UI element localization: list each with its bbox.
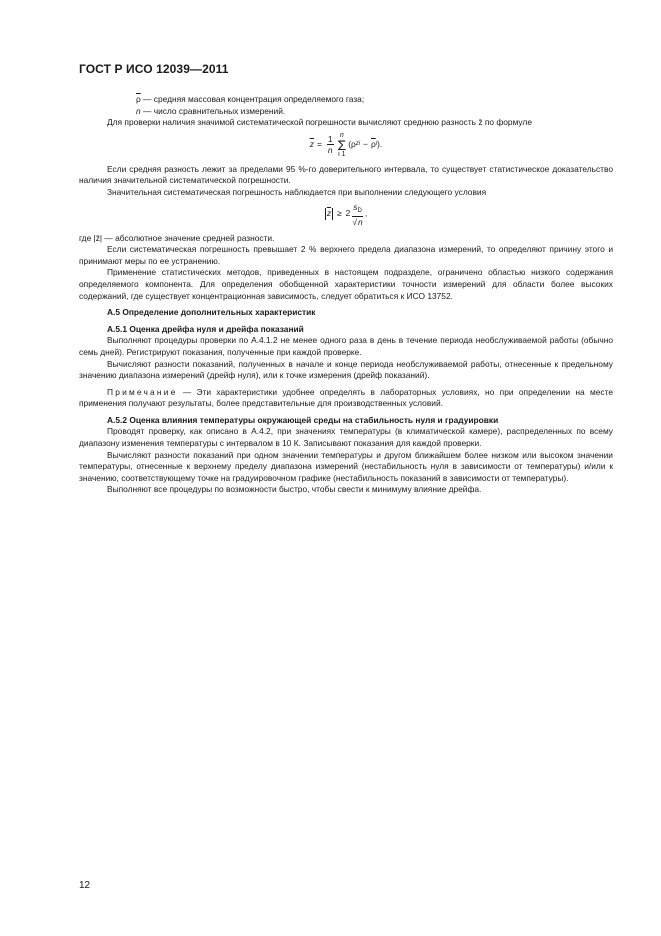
note-label: Примечание	[107, 386, 178, 397]
formula-equals: =	[316, 138, 322, 149]
formula-close: ).	[377, 138, 383, 149]
definition-symbol: $\overline{\rho}$	[136, 94, 141, 104]
fraction-denominator: √n	[352, 216, 363, 227]
section-heading-a5: А.5 Определение дополнительных характеристик	[107, 307, 316, 318]
numerator-sub: D	[357, 207, 362, 214]
definition-rho	[79, 94, 613, 106]
sum-upper-limit: n	[339, 131, 344, 139]
document-header: ГОСТ Р ИСО 12039—2011	[79, 62, 229, 76]
paragraph: Вычисляют разности показаний при одном значении температуры и другом ближайшем более низком или высоком значении температуры, отнесенные к верхнему пределу диапазона измерений (нестабильность нуля в зависимости от температуры) и/или к значению, соответствующему точке на градуировочном графике (нестабильность показаний в зависимости от температуры).	[79, 449, 613, 483]
numerator-symbol: s	[353, 201, 358, 212]
document-body	[79, 94, 613, 496]
formula-abs	[325, 208, 333, 220]
formula-lhs: $\overline{z}$	[309, 138, 314, 149]
sum-sigma: Σ	[337, 136, 347, 153]
formula-coefficient: 2	[345, 208, 351, 219]
formula-ge: ≥	[337, 208, 342, 219]
fraction-denominator: n	[327, 145, 333, 156]
definition-text: — число сравнительных измерений.	[140, 105, 286, 116]
paragraph: Если средняя разность лежит за пределами 95 %-го доверительного интервала, то существует статистическое доказательство наличия значительной систематической погрешности.	[79, 163, 613, 186]
formula-fraction	[327, 134, 334, 155]
paragraph: где |z̄| — абсолютное значение средней разности.	[79, 232, 275, 243]
paragraph: Значительная систематическая погрешность наблюдается при выполнении следующего условия	[107, 186, 487, 197]
section-heading-a52: А.5.2 Оценка влияния температуры окружающей среды на стабильность нуля и градуировки	[107, 414, 499, 425]
formula-mean-difference	[79, 132, 613, 158]
formula-rho: $\overline{\rho}$	[371, 138, 376, 149]
fraction-numerator: 1	[327, 134, 333, 145]
paragraph: Проводят проверку, как описано в А.4.2, при значениях температуры (в климатической камере), распределенных по всему диапазону изменения температуры с интервалом в 10 К. Записывают показания для каждой проверки.	[79, 426, 613, 449]
formula-sum	[338, 132, 347, 158]
paragraph: Выполняют процедуры проверки по А.4.1.2 не менее одного раза в день в течение периода необслуживаемой работы (обычно семь дней). Регистрируют показания, полученные при каждой проверке.	[79, 335, 613, 357]
paragraph: Выполняют все процедуры по возможности быстро, чтобы свести к минимуму влияние дрейфа.	[107, 484, 482, 495]
formula-sub: i	[375, 140, 378, 147]
formula-fraction	[352, 202, 363, 227]
definition-n	[79, 106, 613, 118]
formula-condition	[79, 202, 613, 227]
paragraph: Применение статистических методов, приведенных в настоящем подразделе, ограничено областью низкого содержания определяемого компонента. Для определения обобщенной характеристики точности измерений для области более высоких содержаний, где существует концентрационная зависимость, следует обратиться к ИСО 13752.	[79, 267, 613, 301]
fraction-numerator	[352, 202, 363, 217]
paragraph: Если систематическая погрешность превышает 2 % верхнего предела диапазона измерений, то определяют причину этого и принимают меры по ее устранению.	[79, 244, 613, 266]
section-heading-a51: А.5.1 Оценка дрейфа нуля и дрейфа показаний	[107, 323, 304, 334]
definition-text: — средняя массовая концентрация определяемого газа;	[140, 94, 365, 104]
formula-open: (ρ	[348, 138, 356, 149]
denominator-symbol: n	[358, 216, 363, 227]
paragraph: Вычисляют разности показаний, полученных в начале и конце периода необслуживаемой работы, отнесенные к предельному значению диапазона измерений (дрейф нуля), или к точке измерения (дрейф показаний).	[79, 358, 613, 381]
note	[79, 387, 613, 410]
note-text: — Эти характеристики удобнее определять в лабораторных условиях, но при определении на месте применения получают результаты, более представительные для производственных условий.	[79, 386, 613, 409]
formula-sub: zi	[355, 140, 361, 147]
paragraph: Для проверки наличия значимой систематической погрешности вычисляют среднюю разность z̄ по формуле	[107, 117, 532, 128]
sum-lower-limit: i 1	[338, 150, 346, 158]
formula-minus: −	[363, 138, 368, 149]
page-number: 12	[79, 880, 91, 891]
definition-symbol: n	[136, 105, 141, 116]
formula-lhs: $\overline{z}$	[326, 208, 332, 219]
formula-tail: ,	[364, 208, 368, 219]
